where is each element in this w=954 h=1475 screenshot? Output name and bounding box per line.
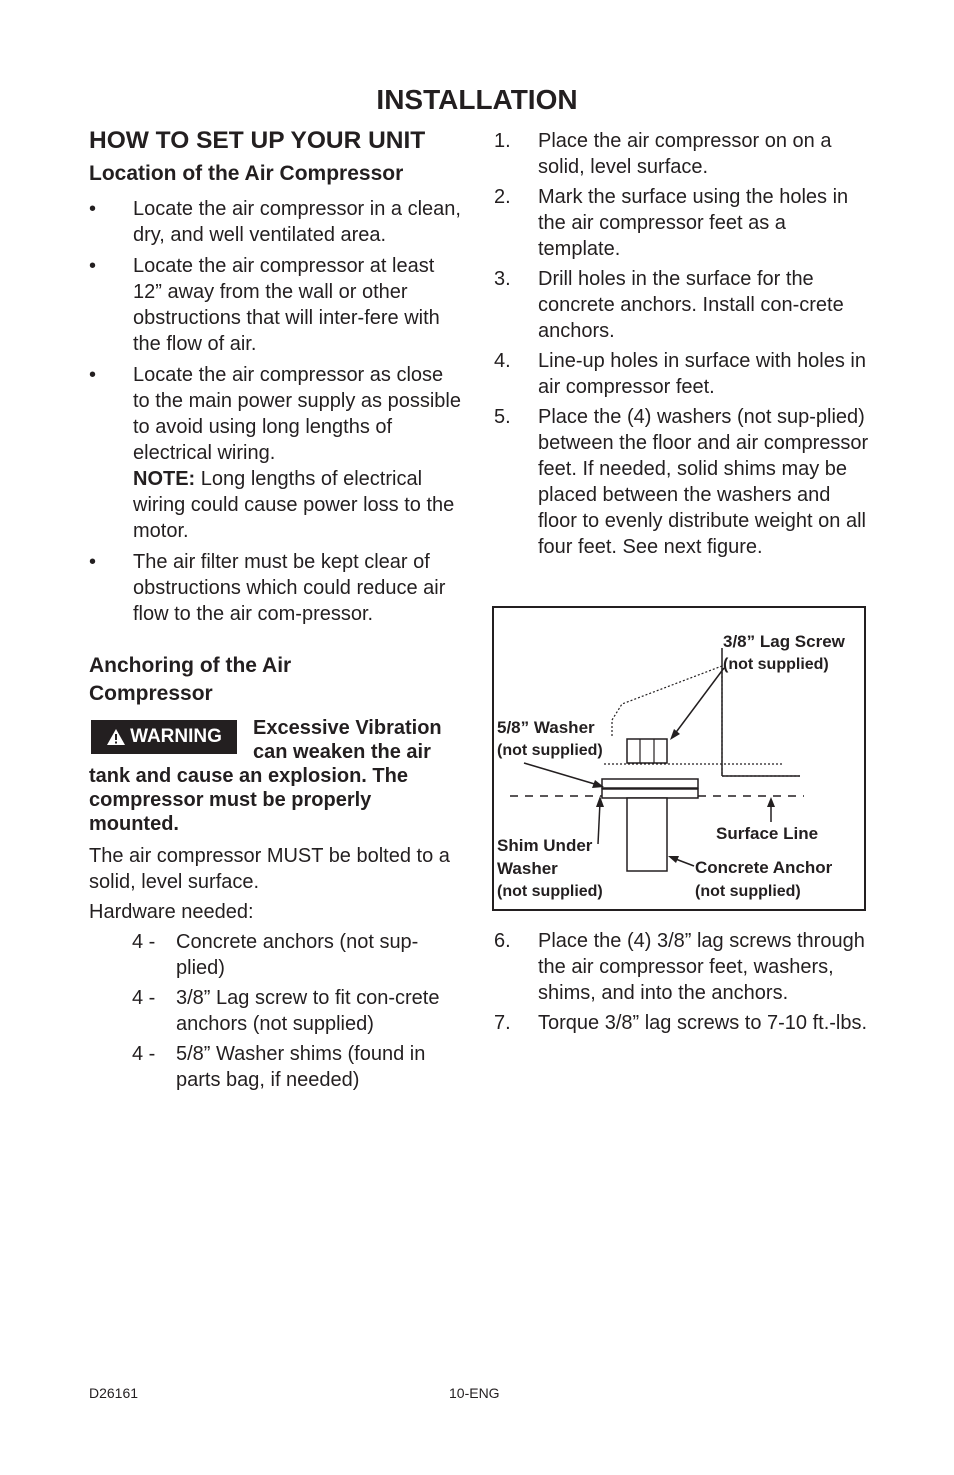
lag-screw-note: (not supplied) xyxy=(723,656,829,673)
shim xyxy=(602,789,698,798)
warning-text: Excessive Vibration can weaken the air tank and cause an explosion. The compressor must be properly mounted. xyxy=(89,717,442,835)
note-text: Long lengths of electrical wiring could cause power loss to the motor. xyxy=(133,468,455,542)
location-heading: Location of the Air Compressor xyxy=(89,162,404,185)
list-item: • Locate the air compressor at least 12” away from the wall or other obstructions that will inter-fere with the flow of air. xyxy=(89,255,440,355)
lag-screw-head xyxy=(627,739,667,763)
warning-triangle-icon xyxy=(106,728,126,746)
surface-line-label: Surface Line xyxy=(716,824,819,843)
list-item: 4. Line-up holes in surface with holes in air compressor feet. xyxy=(494,350,866,398)
warning-block xyxy=(89,716,464,836)
list-item: 5. Place the (4) washers (not sup-plied) between the floor and air compressor feet. If needed, solid shims may be placed between the washers and floor to evenly distribute weight on all four feet. See next figure. xyxy=(494,406,869,558)
bolted-text: The air compressor MUST be bolted to a solid, level surface. xyxy=(89,845,450,893)
hardware-label: Hardware needed: xyxy=(89,901,254,923)
list-item: 4 - Concrete anchors (not sup-plied) xyxy=(132,931,419,979)
warning-badge: WARNING xyxy=(91,720,237,754)
list-item: • Locate the air compressor in a clean, dry, and well ventilated area. xyxy=(89,198,461,246)
anchor-note: (not supplied) xyxy=(695,883,801,900)
location-bullets xyxy=(89,196,464,627)
washer xyxy=(602,779,698,788)
steps-list-a xyxy=(494,128,869,560)
anchor-diagram xyxy=(492,606,866,911)
steps-list-b xyxy=(494,928,869,1036)
right-column xyxy=(494,128,869,564)
list-item: 7. Torque 3/8” lag screws to 7-10 ft.-lbs. xyxy=(494,1012,868,1034)
left-column xyxy=(89,126,464,1097)
list-item: 3. Drill holes in the surface for the concrete anchors. Install con-crete anchors. xyxy=(494,268,844,342)
list-item: • The air filter must be kept clear of obstructions which could reduce air flow to the air com-pressor. xyxy=(89,551,446,625)
lag-screw-label: 3/8” Lag Screw xyxy=(723,632,845,651)
concrete-anchor xyxy=(627,798,667,871)
anchoring-heading: Anchoring of the Air Compressor xyxy=(89,654,292,705)
washer-note: (not supplied) xyxy=(497,742,603,759)
shim-label-1: Shim Under xyxy=(497,836,593,855)
page-title: INSTALLATION xyxy=(376,84,578,115)
shim-label-2: Washer xyxy=(497,859,558,878)
list-item: 6. Place the (4) 3/8” lag screws through the air compressor feet, washers, shims, and into the anchors. xyxy=(494,930,865,1004)
setup-heading: HOW TO SET UP YOUR UNIT xyxy=(89,127,426,154)
footer-model: D26161 xyxy=(89,1385,139,1401)
list-item: • Locate the air compressor as close to the main power supply as possible to avoid using long lengths of electrical wiring. NOTE: Long lengths of electrical wiring could cause power loss to the motor. xyxy=(89,364,461,542)
note-label: NOTE: xyxy=(133,468,196,490)
list-item: 4 - 3/8” Lag screw to fit con-crete anchors (not supplied) xyxy=(132,987,440,1035)
list-item: 1. Place the air compressor on on a solid, level surface. xyxy=(494,130,832,178)
footer-page-number: 10-ENG xyxy=(449,1385,500,1401)
list-item: 2. Mark the surface using the holes in the air compressor feet as a template. xyxy=(494,186,849,260)
hardware-list xyxy=(89,929,464,1093)
washer-label: 5/8” Washer xyxy=(497,718,595,737)
anchor-label: Concrete Anchor xyxy=(695,858,833,877)
shim-note: (not supplied) xyxy=(497,883,603,900)
list-item: 4 - 5/8” Washer shims (found in parts bag, if needed) xyxy=(132,1043,426,1091)
right-column-lower xyxy=(494,928,869,1040)
